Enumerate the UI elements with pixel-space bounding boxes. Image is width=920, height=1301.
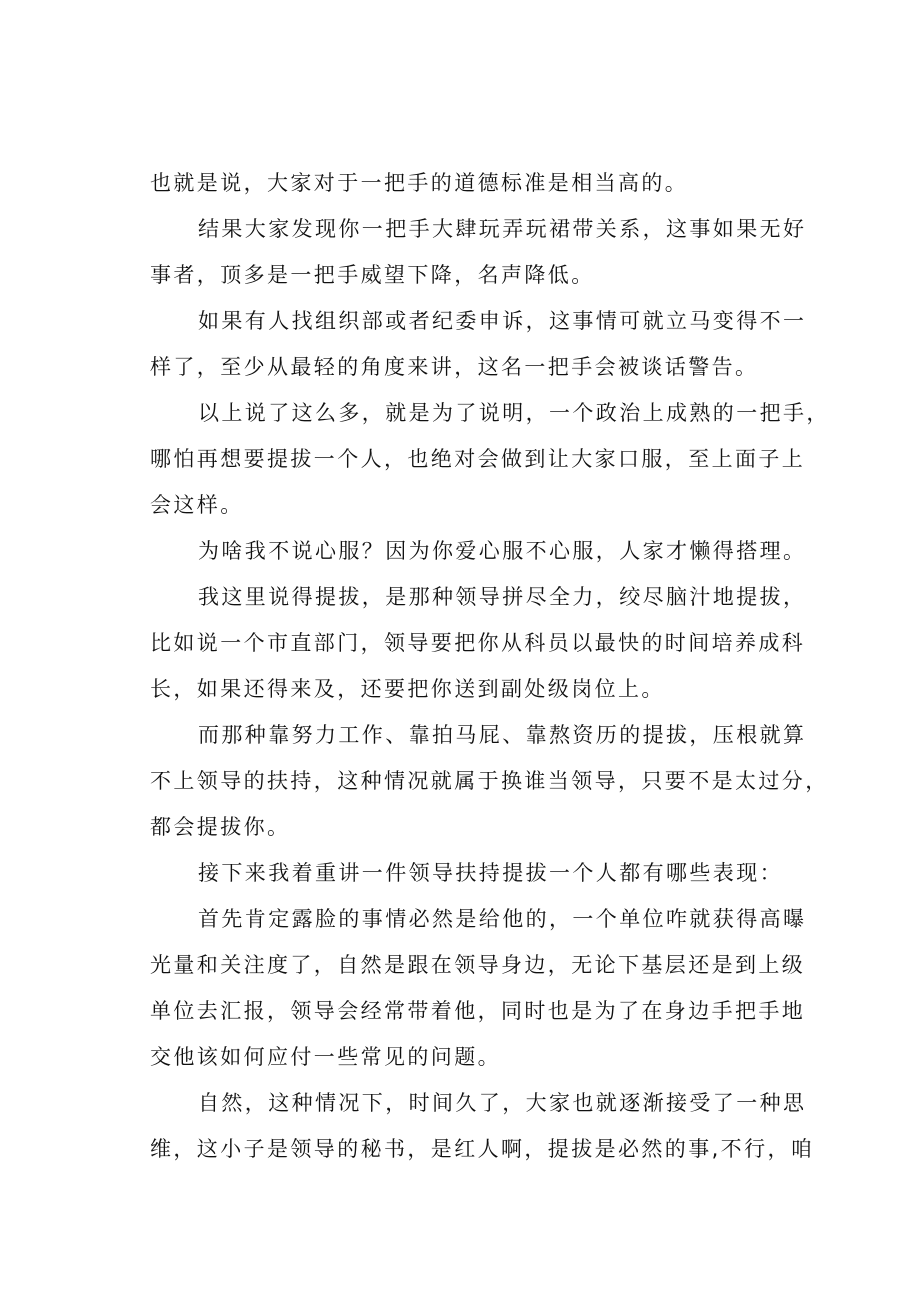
text-line: 长，如果还得来及，还要把你送到副处级岗位上。 (150, 677, 665, 701)
text-line: 会这样。 (150, 493, 244, 517)
document-body (150, 160, 830, 1172)
text-line: 事者，顶多是一把手威望下降，名声降低。 (150, 263, 595, 287)
paragraph-first-line: 我这里说得提拔，是那种领导拼尽全力，绞尽脑汁地提拔， (198, 585, 807, 609)
text-line: 样了，至少从最轻的角度来讲，这名一把手会被谈话警告。 (150, 355, 759, 379)
text-line: 单位去汇报，领导会经常带着他，同时也是为了在身边手把手地 (150, 999, 806, 1023)
paragraph-first-line: 而那种靠努力工作、靠拍马屁、靠熬资历的提拔，压根就算 (198, 723, 807, 747)
text-line: 维，这小子是领导的秘书，是红人啊，提拔是必然的事,不行，咱 (150, 1137, 815, 1161)
paragraph-first-line: 首先肯定露脸的事情必然是给他的，一个单位咋就获得高曝 (198, 907, 807, 931)
paragraph-first-line: 自然，这种情况下，时间久了，大家也就逐渐接受了一种思 (198, 1091, 807, 1115)
text-line: 光量和关注度了，自然是跟在领导身边，无论下基层还是到上级 (150, 953, 806, 977)
text-line: 哪怕再想要提拔一个人，也绝对会做到让大家口服，至上面子上 (150, 447, 806, 471)
text-line: 交他该如何应付一些常见的问题。 (150, 1045, 501, 1069)
text-line: 也就是说，大家对于一把手的道德标准是相当高的。 (150, 171, 689, 195)
paragraph-first-line: 为啥我不说心服？因为你爱心服不心服，人家才懒得搭理。 (198, 539, 807, 563)
paragraph-first-line: 接下来我着重讲一件领导扶持提拔一个人都有哪些表现： (198, 861, 783, 885)
text-line: 不上领导的扶持，这种情况就属于换谁当领导，只要不是太过分， (150, 769, 829, 793)
paragraph-first-line: 结果大家发现你一把手大肆玩弄玩裙带关系，这事如果无好 (198, 217, 807, 241)
paragraph-first-line: 以上说了这么多，就是为了说明，一个政治上成熟的一把手， (198, 401, 830, 425)
text-line: 比如说一个市直部门，领导要把你从科员以最快的时间培养成科 (150, 631, 806, 655)
text-line: 都会提拔你。 (150, 815, 291, 839)
paragraph-first-line: 如果有人找组织部或者纪委申诉，这事情可就立马变得不一 (198, 309, 807, 333)
